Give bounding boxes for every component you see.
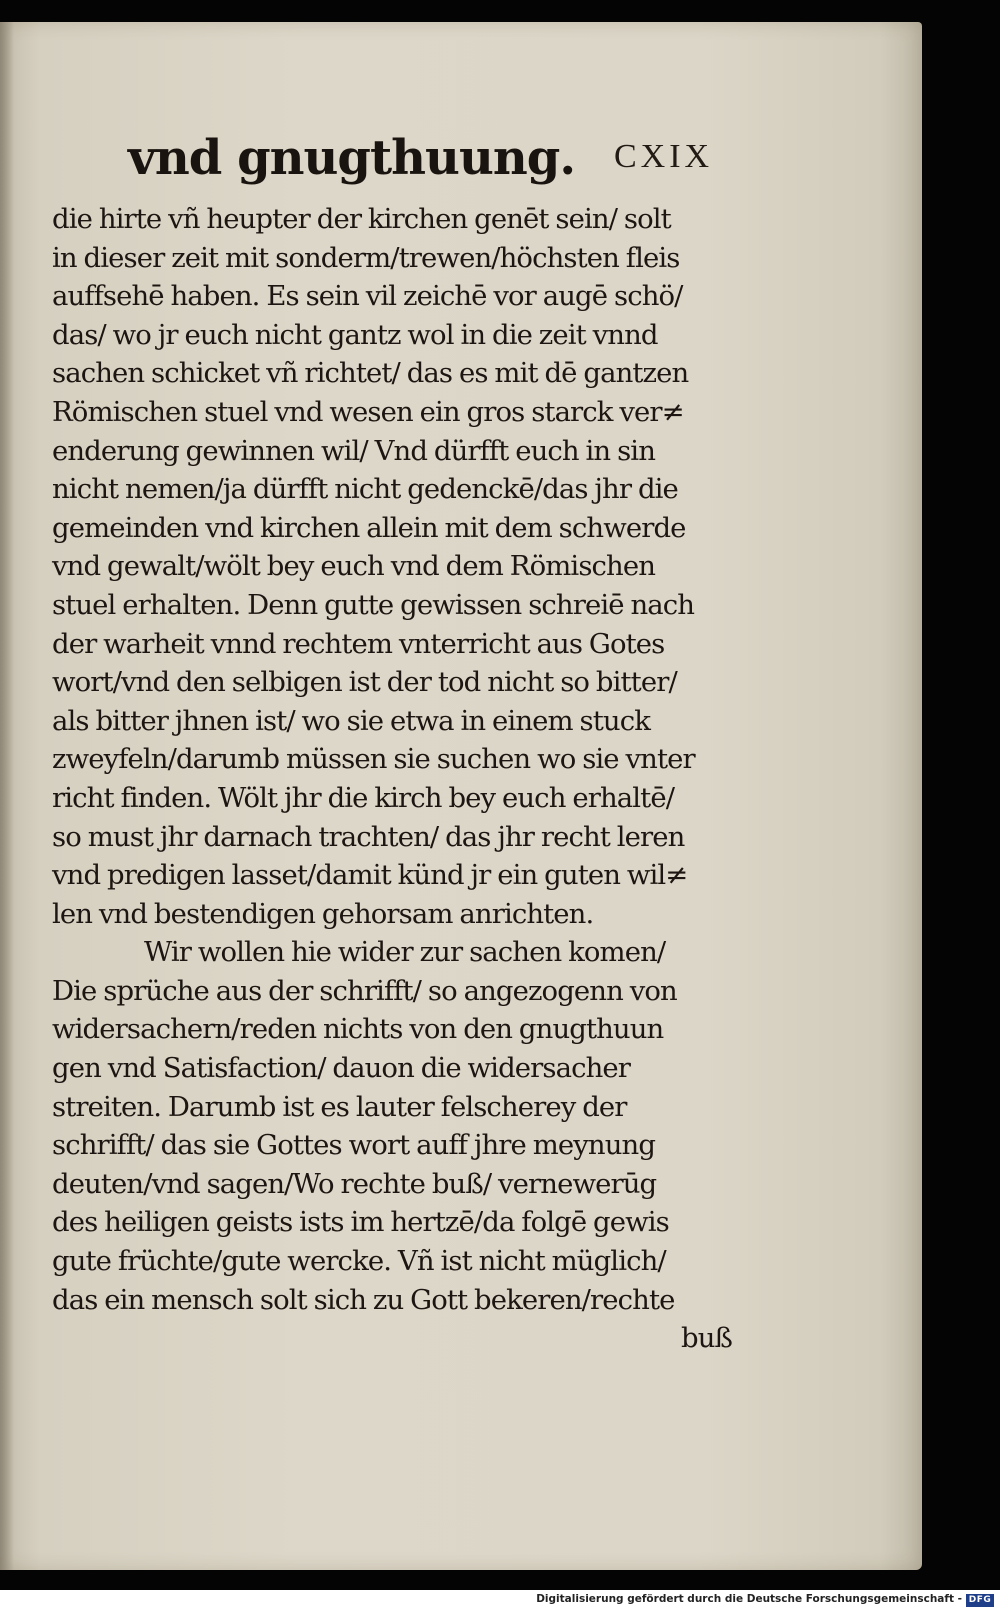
catchword: buß [681, 1322, 732, 1355]
text-line: gute früchte/gute wercke. Vñ ist nicht müglich/ [52, 1245, 666, 1278]
running-title: vnd gnugthuung. [128, 130, 576, 186]
text-line: gemeinden vnd kirchen allein mit dem schwerde [52, 511, 686, 544]
text-line: zweyfeln/darumb müssen sie suchen wo sie vnter [52, 743, 695, 776]
text-line: die hirte vñ heupter der kirchen genēt sein/ solt [52, 203, 671, 235]
text-line: der warheit vnnd rechtem vnterricht aus Gotes [52, 627, 665, 660]
text-line: stuel erhalten. Denn gutte gewissen schreiē nach [52, 588, 695, 621]
text-line: vnd predigen lasset/damit künd jr ein guten wil≠ [52, 859, 688, 892]
text-line: len vnd bestendigen gehorsam anrichten. [52, 897, 594, 930]
text-line: sachen schicket vñ richtet/ das es mit dē gantzen [52, 357, 689, 390]
text-line: in dieser zeit mit sonderm/trewen/höchsten fleis [52, 241, 680, 274]
text-line: nicht nemen/ja dürfft nicht gedenckē/das jhr die [52, 473, 678, 506]
running-head [128, 130, 728, 190]
text-line: deuten/vnd sagen/Wo rechte buß/ vernewerūg [52, 1167, 657, 1200]
text-line: das/ wo jr euch nicht gantz wol in die zeit vnnd [52, 318, 658, 351]
text-line: des heiligen geists ists im hertzē/da folgē gewis [52, 1206, 669, 1239]
paragraph-first-line: Wir wollen hie wider zur sachen komen/ [144, 936, 666, 969]
dfg-logo: DFG [966, 1594, 994, 1607]
funding-credit: Digitalisierung gefördert durch die Deutsche Forschungsgemeinschaft - [536, 1593, 962, 1605]
text-line: streiten. Darumb ist es lauter felscherey der [52, 1090, 627, 1123]
text-line: als bitter jhnen ist/ wo sie etwa in einem stuck [52, 704, 650, 737]
text-line: richt finden. Wölt jhr die kirch bey euch erhaltē/ [52, 781, 675, 814]
footer-bar [0, 1590, 1000, 1612]
text-line: enderung gewinnen wil/ Vnd dürfft euch in sin [52, 434, 656, 467]
text-line: wort/vnd den selbigen ist der tod nicht so bitter/ [52, 666, 677, 699]
text-line: widersachern/reden nichts von den gnugthuun [52, 1013, 664, 1046]
text-line: Römischen stuel vnd wesen ein gros starck ver≠ [52, 395, 684, 428]
text-line: vnd gewalt/wölt bey euch vnd dem Römischen [52, 550, 656, 583]
text-line: so must jhr darnach trachten/ das jhr recht leren [52, 820, 685, 853]
text-line: gen vnd Satisfaction/ dauon die widersacher [52, 1052, 631, 1085]
folio-number: CXIX [614, 138, 714, 175]
text-line: Die sprüche aus der schrifft/ so angezogenn von [52, 974, 677, 1007]
text-line: das ein mensch solt sich zu Gott bekeren/rechte [52, 1283, 675, 1316]
book-page [0, 22, 922, 1570]
text-line: auffsehē haben. Es sein vil zeichē vor augē schö/ [52, 280, 683, 313]
text-line: schrifft/ das sie Gottes wort auff jhre meynung [52, 1129, 656, 1162]
body-text [52, 200, 752, 1358]
